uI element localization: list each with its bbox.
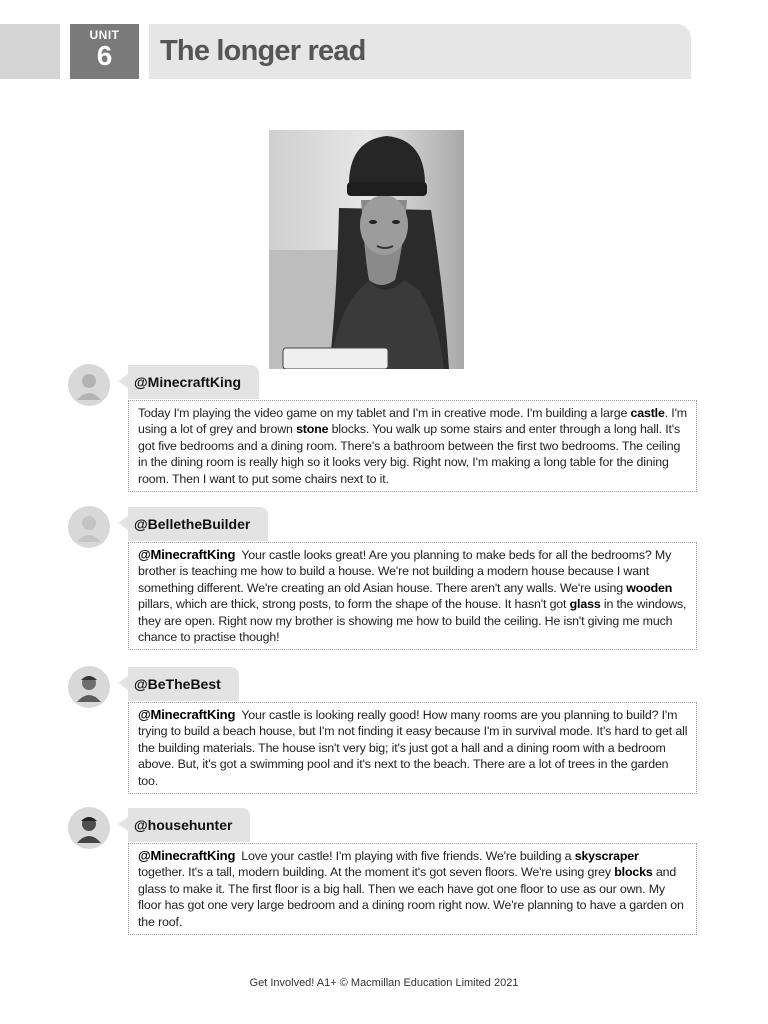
user-avatar-icon (68, 364, 110, 406)
page-title: The longer read (160, 35, 366, 67)
girl-in-beanie-photo (269, 130, 464, 369)
footer-copyright: Get Involved! A1+ © Macmillan Education Limited 2021 (249, 977, 519, 989)
user-avatar-icon (68, 807, 110, 849)
header-side-block (0, 24, 60, 79)
post-handle[interactable]: @BeTheBest (128, 667, 239, 701)
post-body: @MinecraftKing Your castle looks great! Are you planning to make beds for all the bedrooms? My brother is teaching me how to build a house. We're not building a modern house because I want something different. We're creating an old Asian house. There aren't any walls. We're using wooden pillars, which are thick, strong posts, to form the shape of the house. It hasn't got glass in the windows, they are open. Right now my brother is showing me how to build the ceiling. He isn't giving me much chance to practise though! (128, 542, 697, 650)
post-body: Today I'm playing the video game on my tablet and I'm in creative mode. I'm building a large castle. I'm using a lot of grey and brown stone blocks. You walk up some stairs and enter through a long hall. It's got five bedrooms and a dining room. There's a bathroom between the first two bedrooms. The ceiling in the dining room is really high so it looks very big. Right now, I'm making a long table for the dining room. Then I want to put some chairs next to it. (128, 400, 697, 492)
unit-number: 6 (96, 40, 113, 71)
user-avatar-icon (68, 506, 110, 548)
user-avatar-icon (68, 666, 110, 708)
post-body: @MinecraftKing Love your castle! I'm playing with five friends. We're building a skyscraper together. It's a tall, modern building. At the moment it's got seven floors. We're using grey blocks and glass to make it. The first floor is a big hall. Then we each have got one floor to use as our own. My floor has got one very large bedroom and a dining room right now. We're planning to have a garden on the roof. (128, 843, 697, 935)
unit-badge (70, 24, 139, 79)
post-handle[interactable]: @househunter (128, 808, 250, 842)
post-body: @MinecraftKing Your castle is looking really good! How many rooms are you planning to build? I'm trying to build a beach house, but I'm not finding it easy because I'm in survival mode. It's hard to get all the building materials. The house isn't very big; it's just got a hall and a dining room with a bedroom above. But, it's got a swimming pool and it's next to the beach. There are a lot of trees in the garden too. (128, 702, 697, 794)
mention-link[interactable]: @MinecraftKing (138, 707, 236, 722)
post-handle[interactable]: @BelletheBuilder (128, 507, 268, 541)
mention-link[interactable]: @MinecraftKing (138, 848, 236, 863)
mention-link[interactable]: @MinecraftKing (138, 547, 236, 562)
unit-label: UNIT (89, 28, 120, 42)
title-bar (149, 24, 691, 79)
post-handle[interactable]: @MinecraftKing (128, 365, 259, 399)
